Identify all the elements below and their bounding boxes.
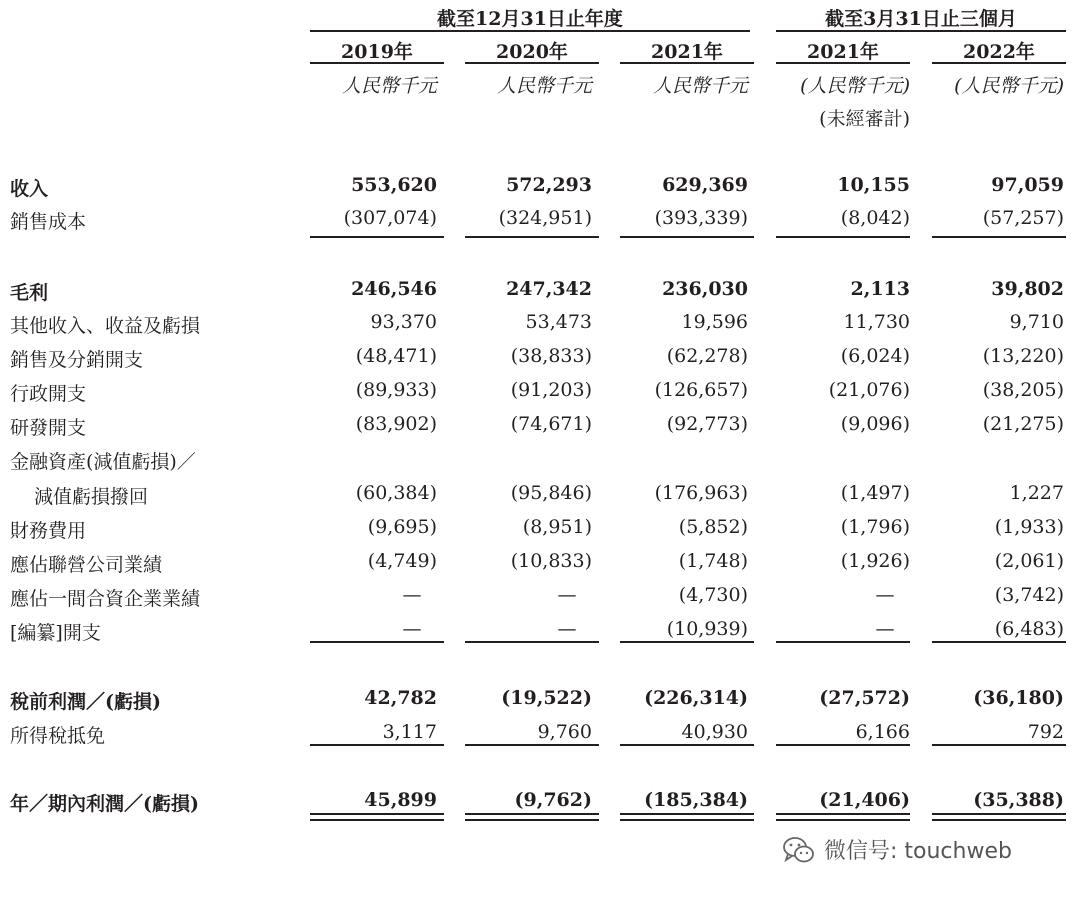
row-label: 其他收入、收益及虧損 — [10, 315, 201, 337]
table-cell: (19,522) — [501, 687, 592, 709]
subtotal-rule — [310, 744, 444, 746]
table-cell: 45,899 — [364, 789, 437, 811]
table-cell: 246,546 — [351, 278, 437, 300]
table-cell: — — [402, 584, 422, 606]
table-cell: (35,388) — [973, 789, 1064, 811]
subtotal-rule — [932, 744, 1066, 746]
row-label: 銷售及分銷開支 — [10, 349, 144, 371]
group-header-quarter: 截至3月31日止三個月 — [825, 8, 1017, 30]
row-label: [編纂]開支 — [10, 622, 101, 644]
total-double-rule — [310, 813, 444, 821]
subtotal-rule — [465, 236, 599, 238]
table-cell: (5,852) — [678, 516, 748, 538]
table-cell: 9,760 — [537, 721, 592, 743]
table-cell: (4,730) — [678, 584, 748, 606]
column-unit: 人民幣千元 — [341, 75, 437, 97]
table-cell: — — [875, 584, 895, 606]
table-cell: (95,846) — [510, 482, 592, 504]
table-cell: (4,749) — [367, 550, 437, 572]
table-cell: (10,833) — [510, 550, 592, 572]
table-cell: (1,748) — [678, 550, 748, 572]
table-cell: 6,166 — [855, 721, 910, 743]
table-cell: (21,406) — [819, 789, 910, 811]
table-cell: (6,024) — [840, 345, 910, 367]
table-cell: (10,939) — [666, 618, 748, 640]
table-cell: (27,572) — [819, 687, 910, 709]
table-cell: — — [557, 618, 577, 640]
table-cell: (48,471) — [355, 345, 437, 367]
column-unit: 人民幣千元 — [496, 75, 592, 97]
table-cell: 792 — [1027, 721, 1064, 743]
table-cell: (2,061) — [994, 550, 1064, 572]
table-cell: — — [557, 584, 577, 606]
table-cell: 3,117 — [382, 721, 437, 743]
table-cell: (307,074) — [343, 207, 437, 229]
table-cell: 39,802 — [991, 278, 1064, 300]
row-label: 減值虧損撥回 — [34, 486, 149, 508]
table-cell: (21,275) — [982, 413, 1064, 435]
table-cell: (185,384) — [644, 789, 748, 811]
table-cell: (36,180) — [973, 687, 1064, 709]
table-cell: — — [875, 618, 895, 640]
table-cell: (74,671) — [510, 413, 592, 435]
column-unit: (人民幣千元) — [954, 75, 1064, 97]
table-cell: (8,951) — [522, 516, 592, 538]
table-cell: — — [402, 618, 422, 640]
subtotal-rule — [465, 744, 599, 746]
table-cell: (3,742) — [994, 584, 1064, 606]
row-label: 財務費用 — [10, 520, 87, 542]
row-label: 行政開支 — [10, 383, 87, 405]
table-cell: (57,257) — [982, 207, 1064, 229]
table-cell: (393,339) — [654, 207, 748, 229]
table-cell: 629,369 — [662, 174, 748, 196]
column-year-rule — [620, 62, 754, 64]
table-cell: 10,155 — [837, 174, 910, 196]
subtotal-rule — [310, 236, 444, 238]
table-cell: (38,205) — [982, 379, 1064, 401]
column-unit: 人民幣千元 — [652, 75, 748, 97]
subtotal-rule — [620, 641, 754, 643]
table-cell: (9,695) — [367, 516, 437, 538]
subtotal-rule — [620, 236, 754, 238]
table-cell: (60,384) — [355, 482, 437, 504]
column-year: 2021年 — [807, 41, 879, 63]
subtotal-rule — [932, 641, 1066, 643]
table-cell: (9,096) — [840, 413, 910, 435]
subtotal-rule — [465, 641, 599, 643]
table-cell: 247,342 — [506, 278, 592, 300]
table-cell: (324,951) — [498, 207, 592, 229]
table-cell: (8,042) — [840, 207, 910, 229]
table-cell: (1,497) — [840, 482, 910, 504]
subtotal-rule — [310, 641, 444, 643]
table-cell: (176,963) — [654, 482, 748, 504]
row-label: 收入 — [10, 178, 49, 200]
table-cell: (226,314) — [644, 687, 748, 709]
watermark-text: 微信号: touchweb — [824, 839, 1012, 864]
row-label: 研發開支 — [10, 417, 87, 439]
table-cell: (62,278) — [666, 345, 748, 367]
column-year-rule — [465, 62, 599, 64]
subtotal-rule — [932, 236, 1066, 238]
table-cell: (21,076) — [828, 379, 910, 401]
column-note: (未經審計) — [819, 108, 910, 130]
table-cell: (38,833) — [510, 345, 592, 367]
watermark — [782, 834, 1012, 865]
table-cell: 42,782 — [364, 687, 437, 709]
column-year: 2021年 — [651, 41, 723, 63]
table-cell: 40,930 — [681, 721, 748, 743]
subtotal-rule — [776, 236, 910, 238]
row-label: 應佔聯營公司業績 — [10, 554, 163, 576]
table-cell: (1,796) — [840, 516, 910, 538]
row-label: 年／期內利潤／(虧損) — [10, 793, 199, 815]
row-label: 毛利 — [10, 282, 49, 304]
table-cell: 2,113 — [850, 278, 910, 300]
subtotal-rule — [776, 744, 910, 746]
total-double-rule — [620, 813, 754, 821]
row-label: 金融資產(減值虧損)／ — [10, 451, 196, 473]
total-double-rule — [932, 813, 1066, 821]
column-year-rule — [932, 62, 1066, 64]
column-year: 2019年 — [341, 41, 413, 63]
column-unit: (人民幣千元) — [800, 75, 910, 97]
table-cell: 236,030 — [662, 278, 748, 300]
row-label: 應佔一間合資企業業績 — [10, 588, 201, 610]
table-cell: 553,620 — [351, 174, 437, 196]
table-cell: (6,483) — [994, 618, 1064, 640]
row-label: 所得稅抵免 — [10, 725, 106, 747]
table-cell: 53,473 — [525, 311, 592, 333]
table-cell: (92,773) — [666, 413, 748, 435]
column-year: 2020年 — [496, 41, 568, 63]
table-cell: 1,227 — [1009, 482, 1064, 504]
group-rule-annual — [310, 30, 750, 32]
column-year-rule — [776, 62, 910, 64]
table-cell: (126,657) — [654, 379, 748, 401]
table-cell: 97,059 — [991, 174, 1064, 196]
table-cell: 19,596 — [681, 311, 748, 333]
table-cell: (91,203) — [510, 379, 592, 401]
total-double-rule — [776, 813, 910, 821]
table-cell: 93,370 — [370, 311, 437, 333]
table-cell: (13,220) — [982, 345, 1064, 367]
wechat-icon — [782, 835, 816, 865]
table-cell: (1,933) — [994, 516, 1064, 538]
row-label: 銷售成本 — [10, 211, 87, 233]
row-label: 稅前利潤／(虧損) — [10, 691, 161, 713]
subtotal-rule — [620, 744, 754, 746]
table-cell: (89,933) — [355, 379, 437, 401]
table-cell: 572,293 — [506, 174, 592, 196]
subtotal-rule — [776, 641, 910, 643]
table-cell: 11,730 — [843, 311, 910, 333]
group-rule-quarter — [776, 30, 1066, 32]
total-double-rule — [465, 813, 599, 821]
group-header-annual: 截至12月31日止年度 — [437, 8, 623, 30]
column-year: 2022年 — [963, 41, 1035, 63]
table-cell: (1,926) — [840, 550, 910, 572]
table-cell: (83,902) — [355, 413, 437, 435]
column-year-rule — [310, 62, 444, 64]
table-cell: 9,710 — [1009, 311, 1064, 333]
table-cell: (9,762) — [514, 789, 592, 811]
